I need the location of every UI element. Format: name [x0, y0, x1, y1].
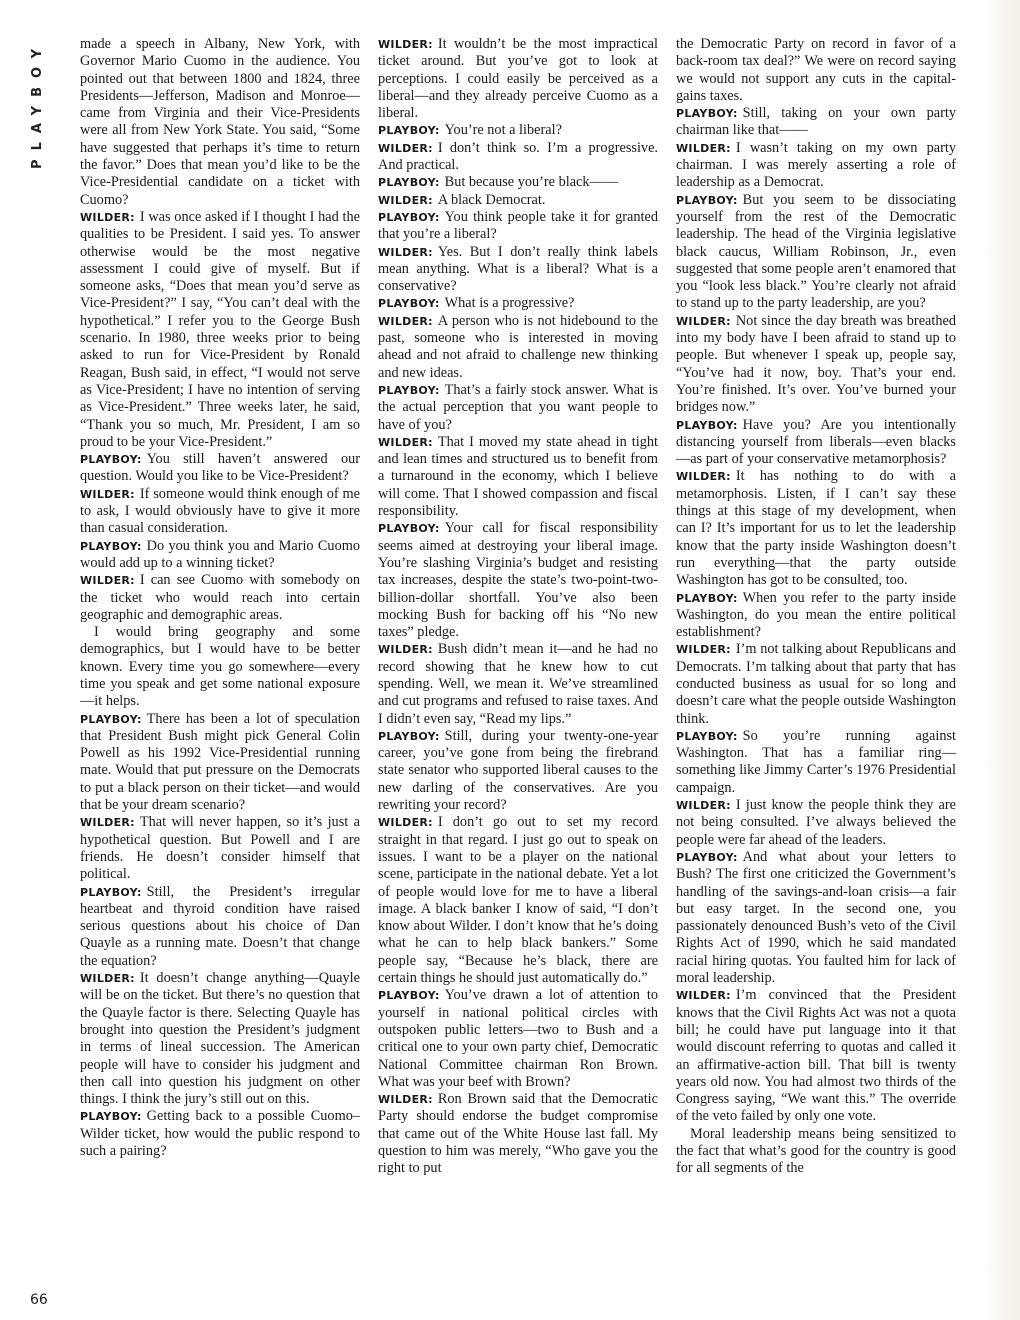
paragraph-text: So you’re running against Washington. That has a familiar ring—something like Jimmy Carter’s 1976 Presidential campaign.	[676, 727, 956, 796]
paragraph-text: When you refer to the party inside Washington, do you mean the entire political establishment?	[676, 589, 956, 641]
speaker-label: PLAYBOY:	[80, 539, 142, 553]
speaker-label: PLAYBOY:	[676, 193, 738, 207]
paragraph-text: Ron Brown said that the Democratic Party should endorse the budget compromise that came out of the White House last fall. My question to him was merely, “Who gave you the right to put	[378, 1091, 658, 1177]
interview-paragraph	[378, 122, 658, 139]
text-column-3	[676, 36, 956, 1298]
paragraph-text: Have you? Are you intentionally distancing yourself from liberals—even blacks—as part of your conservative metamorphosis?	[676, 416, 956, 468]
interview-paragraph	[80, 884, 360, 970]
text-column-2	[378, 36, 658, 1298]
interview-paragraph	[80, 624, 360, 710]
interview-paragraph	[80, 814, 360, 883]
interview-paragraph	[378, 520, 658, 641]
paragraph-text: Not since the day breath was breathed into my body have I been afraid to stand up to people. But whenever I speak up, people say, “You’ve had it now, boy. That’s your end. You’re finished. It’s over. You’ve burned your bridges now.”	[676, 312, 956, 416]
paragraph-text: I don’t think so. I’m a progressive. And practical.	[378, 139, 658, 174]
interview-paragraph	[676, 36, 956, 105]
speaker-label: PLAYBOY:	[378, 383, 440, 397]
paragraph-text: made a speech in Albany, New York, with Governor Mario Cuomo in the audience. You pointed out that between 1800 and 1824, three Presidents—Jefferson, Madison and Monroe—came from Virginia and their Vice-Presidents were all from New York State. You said, “Some have suggested that perhaps it’s time to return the favor.” Does that mean you’d like to be the Vice-Presidential candidate on a ticket with Cuomo?	[80, 36, 360, 208]
page-edge-shadow	[982, 0, 1020, 1320]
interview-paragraph	[378, 244, 658, 296]
speaker-label: WILDER:	[676, 799, 731, 813]
paragraph-text: But you seem to be dissociating yourself from the rest of the Democratic leadership. The head of the Virginia legislative black caucus, William Robinson, Jr., even suggested that some people aren’t enamored that you “look less black.” You’re clearly not afraid to stand up to the party leadership, are you?	[676, 191, 956, 312]
interview-paragraph	[676, 1126, 956, 1178]
interview-paragraph	[676, 849, 956, 987]
paragraph-text: the Democratic Party on record in favor of a back-room tax deal?” We were on record saying we would not support any cuts in the capital-gains taxes.	[676, 36, 956, 104]
speaker-label: WILDER:	[676, 314, 731, 328]
interview-paragraph	[80, 711, 360, 815]
speaker-label: WILDER:	[80, 816, 135, 830]
interview-paragraph	[378, 313, 658, 382]
paragraph-text: That I moved my state ahead in tight and lean times and structured us to benefit from a turnaround in the economy, which I believe will come. That I showed compassion and fiscal responsibility.	[378, 433, 658, 520]
interview-paragraph	[378, 814, 658, 987]
paragraph-text: There has been a lot of speculation that President Bush might pick General Colin Powell as his 1992 Vice-Presidential running mate. Would that put pressure on the Democrats to put a black person on their ticket—and would that be your dream scenario?	[80, 710, 360, 814]
interview-paragraph	[378, 1091, 658, 1177]
interview-paragraph	[676, 728, 956, 797]
paragraph-text: Your call for fiscal responsibility seems aimed at destroying your liberal image. You’re slashing Virginia’s budget and resisting tax increases, despite the state’s two-point-two-billion-dollar shortfall. You’ve also been mocking Bush for backing off his “No new taxes” pledge.	[378, 520, 658, 641]
interview-paragraph	[676, 417, 956, 469]
speaker-label: WILDER:	[378, 643, 433, 657]
interview-paragraph	[80, 538, 360, 573]
paragraph-text: It doesn’t change anything—Quayle will be on the ticket. But there’s no question that the Quayle factor is there. Selecting Quayle has brought into question the President’s judgment in terms of lineal succession. The American people will have to consider his judgment and then call into question his judgment on other things. I think the jury’s still out on this.	[80, 970, 360, 1108]
speaker-label: PLAYBOY:	[676, 591, 738, 605]
interview-paragraph	[676, 140, 956, 192]
speaker-label: PLAYBOY:	[378, 522, 440, 536]
interview-paragraph	[676, 797, 956, 849]
paragraph-text: Do you think you and Mario Cuomo would add up to a winning ticket?	[80, 537, 360, 571]
interview-paragraph	[378, 434, 658, 520]
speaker-label: WILDER:	[80, 210, 135, 224]
paragraph-text: I’m not talking about Republicans and Democrats. I’m talking about that party that has conducted business as usual for so long and doesn’t care what the people outside Washington think.	[676, 641, 956, 727]
interview-paragraph	[676, 641, 956, 727]
page-number: 66	[30, 1292, 48, 1308]
speaker-label: PLAYBOY:	[676, 729, 738, 743]
interview-paragraph	[80, 209, 360, 451]
speaker-label: PLAYBOY:	[676, 418, 738, 432]
paragraph-text: I don’t go out to set my record straight in that regard. I just go out to speak on issues. I want to be a player on the national scene, participate in the national debate. Yet a lot of people would love for me to have a liberal image. A black banker I know of said, “I don’t know about Wilder. I don’t know that he’s doing what he can to help black bankers.” Some people say, “Because he’s black, there are certain things he should just automatically do.”	[378, 814, 658, 987]
speaker-label: WILDER:	[80, 487, 135, 501]
paragraph-text: You’re not a liberal?	[444, 122, 562, 139]
paragraph-text: Still, during your twenty-one-year career, you’ve gone from being the firebrand state senator who supported liberal causes to the new darling of the conservatives. Are you rewriting your record?	[378, 727, 658, 814]
paragraph-text: A black Democrat.	[437, 191, 546, 208]
interview-paragraph	[676, 468, 956, 589]
paragraph-text: But because you’re black——	[444, 174, 619, 191]
interview-paragraph	[80, 451, 360, 486]
paragraph-text: Bush didn’t mean it—and he had no record showing that he knew how to cut spending. Well, we mean it. We’ve streamlined and cut programs and refused to raise taxes. And I didn’t even say, “Read my lips.”	[378, 641, 658, 727]
speaker-label: WILDER:	[378, 816, 433, 830]
speaker-label: WILDER:	[378, 193, 433, 207]
speaker-label: PLAYBOY:	[80, 885, 142, 899]
speaker-label: PLAYBOY:	[676, 850, 738, 864]
speaker-label: WILDER:	[80, 972, 135, 986]
speaker-label: WILDER:	[378, 1093, 433, 1107]
interview-paragraph	[676, 105, 956, 140]
interview-paragraph	[80, 970, 360, 1108]
paragraph-text: What is a progressive?	[444, 295, 575, 312]
paragraph-text: I wasn’t taking on my own party chairman. I was merely asserting a role of leadership as a Democrat.	[676, 139, 956, 191]
paragraph-text: It has nothing to do with a metamorphosis. Listen, if I can’t say these things at this stage of my development, when can I? It’s important for us to let the leadership know that the party inside Washington doesn’t run everything—that the party outside Washington has got to be consulted, too.	[676, 468, 956, 589]
paragraph-text: Still, the President’s irregular heartbeat and thyroid condition have raised serious questions about his choice of Dan Quayle as a running mate. Doesn’t that change the equation?	[80, 883, 360, 969]
paragraph-text: I would bring geography and some demographics, but I would have to be better known. Every time you go somewhere—every time you speak and get some national exposure—it helps.	[80, 624, 360, 710]
interview-paragraph	[80, 1108, 360, 1160]
paragraph-text: I was once asked if I thought I had the qualities to be President. I said yes. To answer otherwise would be the most negative assessment I could give of myself. But if someone asks, “Does that mean you’d serve as Vice-President?” I say, “You can’t deal with the hypothetical.” I refer you to the George Bush scenario. In 1980, three weeks prior to being asked to run for Vice-President by Ronald Reagan, Bush said, in effect, “I would not serve as Vice-President; I have no intention of serving as Vice-President.” Three weeks later, he said, “Thank you so much, Mr. President, I am so proud to be your Vice-President.”	[80, 208, 360, 450]
interview-paragraph	[378, 295, 658, 312]
speaker-label: PLAYBOY:	[378, 210, 440, 224]
interview-paragraph	[378, 192, 658, 209]
speaker-label: WILDER:	[676, 643, 731, 657]
interview-paragraph	[676, 192, 956, 313]
interview-paragraph	[378, 987, 658, 1091]
paragraph-text: That will never happen, so it’s just a hypothetical question. But Powell and I are friends. He doesn’t consider himself that political.	[80, 814, 360, 883]
speaker-label: PLAYBOY:	[378, 297, 440, 311]
speaker-label: PLAYBOY:	[80, 453, 142, 467]
speaker-label: WILDER:	[378, 245, 433, 259]
interview-paragraph	[80, 486, 360, 538]
paragraph-text: Yes. But I don’t really think labels mean anything. What is a liberal? What is a conservative?	[378, 243, 658, 295]
speaker-label: WILDER:	[378, 435, 433, 449]
interview-paragraph	[378, 36, 658, 122]
speaker-label: WILDER:	[378, 141, 433, 155]
speaker-label: PLAYBOY:	[378, 989, 440, 1003]
speaker-label: PLAYBOY:	[80, 1110, 142, 1124]
paragraph-text: I’m convinced that the President knows that the Civil Rights Act was not a quota bill; he could have put language into it that would discount referring to quotas and called it an affirmative-action bill. That bill is twenty years old now. You had almost two thirds of the Congress saying, “We want this.” The override of the veto failed by only one vote.	[676, 987, 956, 1125]
speaker-label: PLAYBOY:	[676, 107, 738, 121]
text-column-1	[80, 36, 360, 1298]
speaker-label: WILDER:	[676, 141, 731, 155]
interview-paragraph	[378, 382, 658, 434]
paragraph-text: A person who is not hidebound to the past, someone who is interested in moving ahead and not afraid to challenge new thinking and new ideas.	[378, 312, 658, 381]
speaker-label: WILDER:	[378, 314, 433, 328]
interview-paragraph	[378, 641, 658, 727]
paragraph-text: You’ve drawn a lot of attention to yourself in national political circles with outspoken public letters—two to Bush and a critical one to your own party chief, Democratic National Committee chairman Ron Brown. What was your beef with Brown?	[378, 987, 658, 1090]
paragraph-text: I just know the people think they are not being consulted. I’ve always believed the people were far ahead of the leaders.	[676, 797, 956, 848]
interview-paragraph	[676, 590, 956, 642]
speaker-label: WILDER:	[378, 38, 433, 51]
paragraph-text: You think people take it for granted that you’re a liberal?	[378, 208, 658, 243]
interview-paragraph	[676, 987, 956, 1125]
paragraph-text: I can see Cuomo with somebody on the ticket who would reach into certain geographic and demographic areas.	[80, 572, 360, 623]
speaker-label: WILDER:	[676, 470, 731, 484]
paragraph-text: You still haven’t answered our question. Would you like to be Vice-President?	[80, 451, 360, 485]
magazine-name: PLAYBOY	[30, 40, 45, 169]
speaker-label: PLAYBOY:	[378, 124, 440, 138]
paragraph-text: If someone would think enough of me to ask, I would obviously have to give it more than casual consideration.	[80, 485, 360, 537]
speaker-label: PLAYBOY:	[80, 712, 142, 726]
paragraph-text: Moral leadership means being sensitized to the fact that what’s good for the country is good for all segments of the	[676, 1125, 956, 1177]
speaker-label: WILDER:	[80, 574, 135, 588]
interview-paragraph	[378, 140, 658, 175]
paragraph-text: That’s a fairly stock answer. What is the actual perception that you want people to have of you?	[378, 381, 658, 433]
speaker-label: WILDER:	[676, 989, 731, 1003]
paragraph-text: It wouldn’t be the most impractical ticket around. But you’ve got to look at perceptions. I could easily be perceived as a liberal—and they already perceive Cuomo as a liberal.	[378, 36, 658, 122]
paragraph-text: And what about your letters to Bush? The first one criticized the Government’s handling of the savings-and-loan crisis—a fair but easy target. In the second one, you passionately denounced Bush’s veto of the Civil Rights Act of 1990, which he said mandated racial hiring quotas. You faulted him for lack of moral leadership.	[676, 848, 956, 987]
speaker-label: PLAYBOY:	[378, 176, 440, 190]
paragraph-text: Getting back to a possible Cuomo–Wilder ticket, how would the public respond to such a pairing?	[80, 1108, 360, 1159]
interview-paragraph	[80, 36, 360, 209]
interview-paragraph	[378, 174, 658, 191]
interview-paragraph	[80, 572, 360, 624]
paragraph-text: Still, taking on your own party chairman like that——	[676, 105, 956, 139]
speaker-label: PLAYBOY:	[378, 729, 440, 743]
interview-paragraph	[378, 209, 658, 244]
interview-paragraph	[378, 728, 658, 814]
interview-paragraph	[676, 313, 956, 417]
